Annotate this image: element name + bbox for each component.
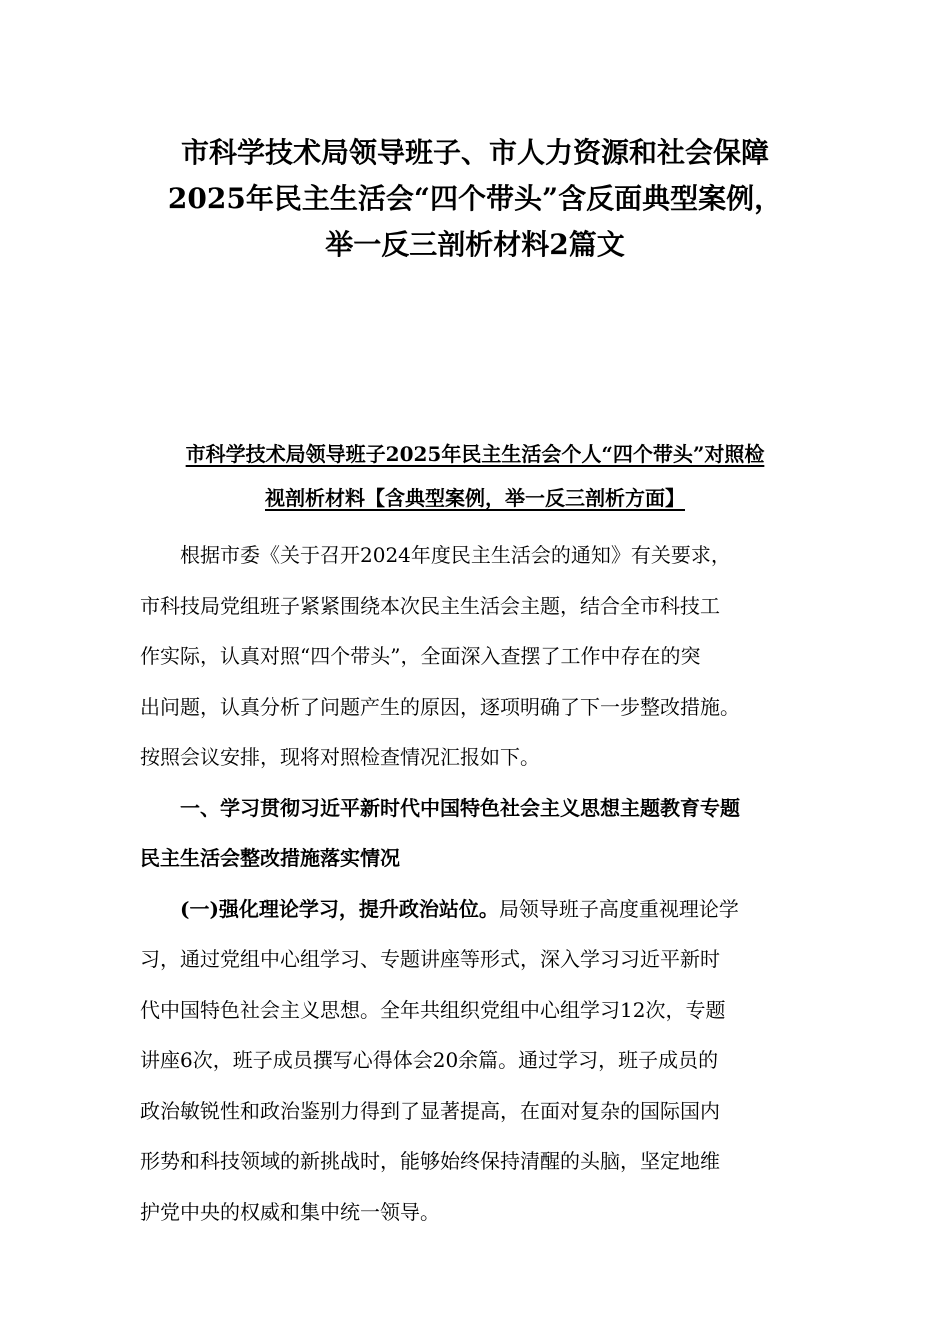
heading-line: 一、学习贯彻习近平新时代中国特色社会主义思想主题教育专题 [180,795,740,820]
text-line: 形势和科技领域的新挑战时，能够始终保持清醒的头脑，坚定地维 [140,1149,720,1173]
text-line: 习，通过党组中心组学习、专题讲座等形式，深入学习习近平新时 [140,947,720,971]
title-line: 市科学技术局领导班子、市人力资源和社会保障 [180,136,769,169]
text-line: 按照会议安排，现将对照检查情况汇报如下。 [140,745,540,769]
text-line: 根据市委《关于召开2024年度民主生活会的通知》有关要求， [180,543,731,567]
text-line [140,884,810,935]
text-line: 政治敏锐性和政治鉴别力得到了显著提高，在面对复杂的国际国内 [140,1098,720,1123]
subsection-heading: (一)强化理论学习，提升政治站位。 [180,896,499,921]
document-body [140,530,810,1237]
section-subtitle [140,432,810,520]
title-line: 举一反三剖析材料2篇文 [325,228,625,261]
text-line: 代中国特色社会主义思想。全年共组织党组中心组学习12次，专题 [140,997,726,1022]
text-run: 局领导班子高度重视理论学 [498,896,739,921]
subtitle-line: 视剖析材料【含典型案例，举一反三剖析方面】 [265,486,685,510]
intro-paragraph [140,530,810,783]
text-line: 作实际，认真对照“四个带头”，全面深入查摆了工作中存在的突 [140,644,701,668]
subtitle-line: 市科学技术局领导班子2025年民主生活会个人“四个带头”对照检 [185,442,765,466]
text-line: 讲座6次，班子成员撰写心得体会20余篇。通过学习，班子成员的 [140,1048,719,1072]
title-line: 2025年民主生活会“四个带头”含反面典型案例， [167,182,783,215]
text-line: 市科技局党组班子紧紧围绕本次民主生活会主题，结合全市科技工 [140,593,720,618]
section-heading [140,783,810,884]
subsection-paragraph [140,884,810,1238]
heading-line: 民主生活会整改措施落实情况 [140,846,400,870]
document-title [100,130,850,268]
text-line: 护党中央的权威和集中统一领导。 [140,1199,440,1224]
text-line: 出问题，认真分析了问题产生的原因，逐项明确了下一步整改措施。 [140,694,740,719]
